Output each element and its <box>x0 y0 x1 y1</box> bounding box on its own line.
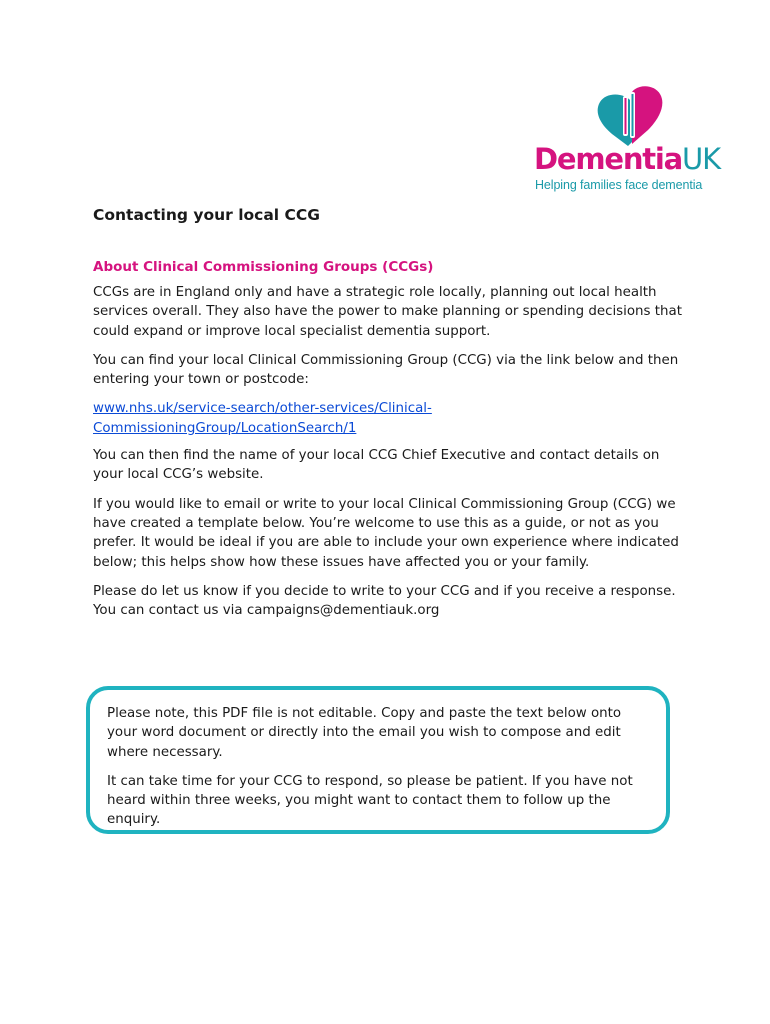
paragraph-find-ccg: You can find your local Clinical Commissioning Group (CCG) via the link below and then entering your town or postcode: <box>93 352 679 388</box>
section-heading: About Clinical Commissioning Groups (CCGs) <box>93 259 434 275</box>
paragraph-contact-us: Please do let us know if you decide to write to your CCG and if you receive a response. You can contact us via campaigns@dementiauk.org <box>93 583 676 619</box>
dementia-uk-logo <box>532 86 732 196</box>
paragraph-template-info: If you would like to email or write to your local Clinical Commissioning Group (CCG) we have created a template below. You’re welcome to use this as a guide, or not as you prefer. It would be ideal if you are able to include your own experience where indicated below; this helps show how these issues have affected you or your family. <box>93 496 679 570</box>
notice-box <box>86 686 670 834</box>
link-line-1: www.nhs.uk/service-search/other-services/Clinical- <box>93 401 432 417</box>
heart-logo-icon <box>592 86 666 148</box>
logo-brand-suffix: UK <box>682 142 720 176</box>
page-title: Contacting your local CCG <box>93 206 320 224</box>
paragraph-ccg-role: CCGs are in England only and have a strategic role locally, planning out local health services overall. They also have the power to make planning or spending decisions that could expand or improve local specialist dementia support. <box>93 285 682 339</box>
logo-wordmark <box>534 142 720 176</box>
nhs-ccg-search-link[interactable] <box>93 399 693 438</box>
notice-paragraph-not-editable: Please note, this PDF file is not editable. Copy and paste the text below onto your word document or directly into the email you wish to compose and edit where necessary. <box>107 706 622 760</box>
notice-paragraph-be-patient: It can take time for your CCG to respond, so please be patient. If you have not heard within three weeks, you might want to contact them to follow up the enquiry. <box>107 773 633 828</box>
logo-brand-main: Dementia <box>534 142 683 176</box>
paragraph-chief-executive: You can then find the name of your local CCG Chief Executive and contact details on your local CCG’s website. <box>93 448 660 483</box>
document-body <box>93 204 693 620</box>
logo-tagline: Helping families face dementia <box>535 178 703 192</box>
link-line-2: CommissioningGroup/LocationSearch/1 <box>93 420 357 436</box>
